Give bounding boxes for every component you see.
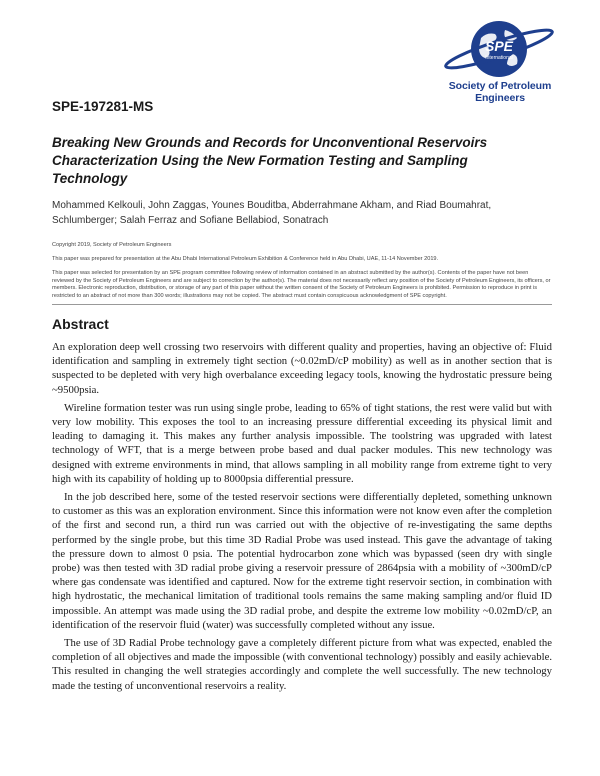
section-divider bbox=[52, 304, 552, 305]
society-name: Society of Petroleum Engineers bbox=[448, 80, 552, 104]
abstract-paragraph: In the job described here, some of the tested reservoir sections were differentially depleted, something unknown to customer as this was an exploration environment. Since this information were not know even after the completion of the first and second run, a third run was carried out with the objective of re-investigating the same depths performed by the single probe, but this time 3D Radial Probe was used instead. This gave the advantage of taking the pressure down to almost 0 psia. The potential hydrocarbon zone which was bypassed (seen dry with single probe) was then tested with 3D radial probe giving a reservoir pressure of 2864psia with a mobility of ~300mD/cP where gas condensate was identified and captured. Now for the extreme tight reservoir section, in combination with high hydrostatic, the mechanical limitation of traditional tools remains the same making sampling and/or fluid ID impossible. An attempt was made using the 3D radial probe, and despite the extreme low mobility ~0.02mD/cP, an identification of the reservoir fluid (water) was successfully completed without any issue. bbox=[52, 491, 552, 631]
spe-emblem-text: SPE bbox=[484, 38, 514, 54]
selection-disclaimer: This paper was selected for presentation by an SPE program committee following review of information contained in an abstract submitted by the author(s). Contents of the paper have not been reviewed by the Society of Petroleum Engineers and are subject to correction by the author(s). The material does not necessarily reflect any position of the Society of Petroleum Engineers, its officers, or members. Electronic reproduction, distribution, or storage of any part of this paper without the written consent of the Society of Petroleum Engineers is prohibited. Permission to reproduce in print is restricted to an abstract of not more than 300 words; illustrations may not be copied. The abstract must contain conspicuous acknowledgment of SPE copyright. bbox=[52, 270, 551, 299]
abstract-paragraph: Wireline formation tester was run using single probe, leading to 65% of tight stations, the rest were valid but with very low mobility. This exposes the tool to an increasing pressure differential exceeding its physical limit and leading to damaging it. This makes any further analysis impossible. The toolstring was upgraded with latest technology of WFT, that is a merge between probe based and dual packer modules. This new technology was designed with extreme environments in mind, that allows sampling in all mobility range from extreme tight to very high with its capability of holding up to 8000psia differential pressure. bbox=[52, 401, 552, 485]
abstract-paragraph: An exploration deep well crossing two reservoirs with different quality and properties, having an objective of: Fluid identification and sampling in extremely tight section (~0.02mD/cP mobility) as well as in another section that is suspected to be depleted with very high overbalance exceeding legacy tools, knowing the hydrostatic pressure being ~9500psia. bbox=[52, 341, 552, 396]
paper-title: Breaking New Grounds and Records for Unconventional Reservoirs Characterization Using the New Formation Testing and Sampling Technology bbox=[52, 135, 488, 186]
spe-globe-emblem bbox=[433, 18, 567, 80]
abstract-body bbox=[52, 340, 552, 697]
abstract-paragraph: The use of 3D Radial Probe technology gave a completely different picture from what was expected, enabled the completion of all objectives and made the impossible (with conventional technology) possibly and easily achievable. This resulted in changing the well strategies accordingly and complete the well successfully. The new technology made the testing of unconventional reservoirs a reality. bbox=[52, 637, 552, 692]
author-list: Mohammed Kelkouli, John Zaggas, Younes Bouditba, Abderrahmane Akham, and Riad Boumahrat, Schlumberger; Salah Ferraz and Sofiane Bellabiod, Sonatrach bbox=[52, 200, 492, 226]
abstract-heading: Abstract bbox=[52, 316, 109, 332]
copyright-notice: Copyright 2019, Society of Petroleum Engineers bbox=[52, 242, 172, 248]
spe-logo bbox=[425, 18, 575, 104]
spe-emblem-subtext: International bbox=[485, 55, 513, 61]
paper-id: SPE-197281-MS bbox=[52, 99, 154, 114]
presentation-note: This paper was prepared for presentation at the Abu Dhabi International Petroleum Exhibition & Conference held in Abu Dhabi, UAE, 11-14 November 2019. bbox=[52, 256, 439, 262]
